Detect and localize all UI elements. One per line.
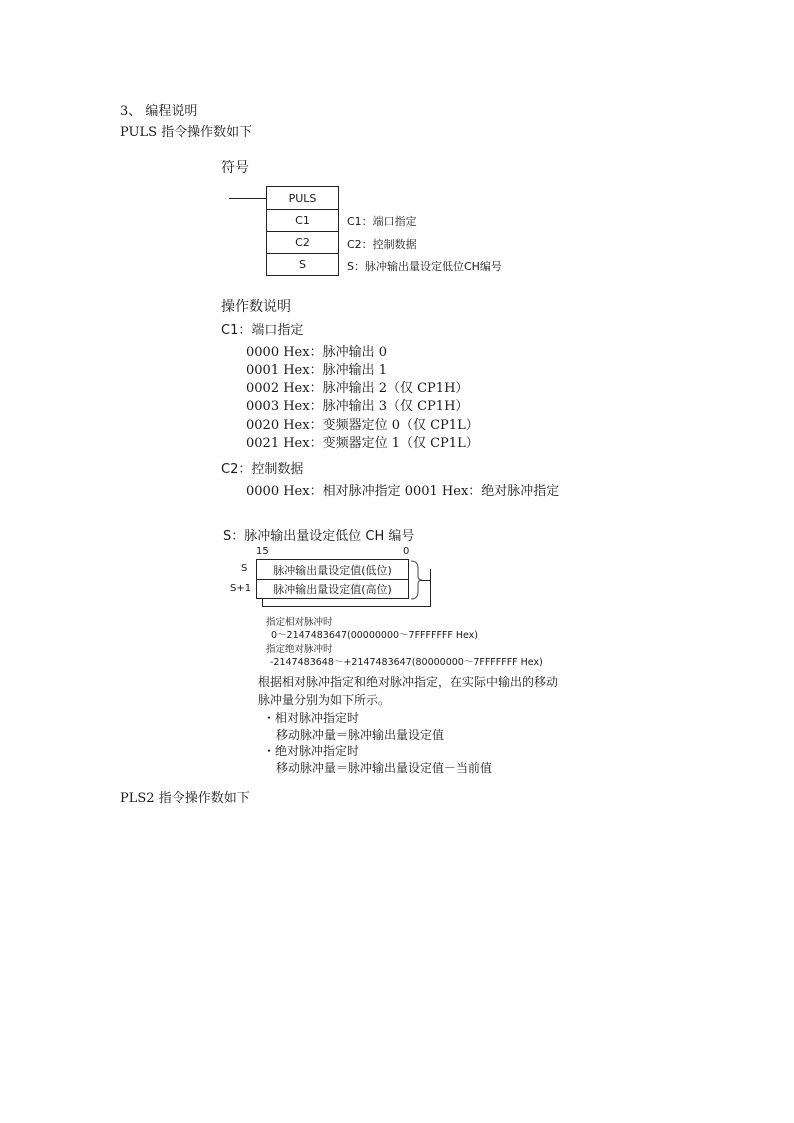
bullet-absolute: ・绝对脉冲指定时 <box>263 744 360 758</box>
bracket-left-tick <box>262 599 263 607</box>
c1-item: 0002 Hex：脉冲输出 2（仅 CP1H） <box>246 381 469 396</box>
c1-item: 0001 Hex：脉冲输出 1 <box>246 363 387 378</box>
s-heading: S：脉冲输出量设定低位 CH 编号 <box>223 529 415 544</box>
bit-low-label: 0 <box>403 546 410 557</box>
relative-title: 指定相对脉冲时 <box>266 617 333 628</box>
symbol-c2-desc: C2：控制数据 <box>347 238 417 251</box>
bracket-bottom <box>262 606 431 607</box>
puls-intro-text: PULS 指令操作数如下 <box>120 125 253 140</box>
bullet-absolute-detail: 移动脉冲量＝脉冲输出量设定值－当前值 <box>276 761 493 775</box>
word-s-cell: 脉冲输出量设定值(低位) <box>256 559 409 580</box>
brace-connector <box>421 580 431 581</box>
symbol-c1-cell: C1 <box>266 209 339 232</box>
c1-item: 0003 Hex：脉冲输出 3（仅 CP1H） <box>246 399 469 414</box>
operands-title: 操作数说明 <box>221 299 291 315</box>
c1-item: 0000 Hex：脉冲输出 0 <box>246 345 387 360</box>
bit-high-label: 15 <box>256 546 269 557</box>
c2-line: 0000 Hex：相对脉冲指定 0001 Hex：绝对脉冲指定 <box>246 484 560 499</box>
symbol-s-cell: S <box>266 253 339 276</box>
c2-heading: C2：控制数据 <box>221 462 304 477</box>
c1-item: 0020 Hex：变频器定位 0（仅 CP1L） <box>246 418 479 433</box>
section-heading: 3、 编程说明 <box>120 104 198 119</box>
word-s1-label: S+1 <box>230 583 252 594</box>
word-s-label: S <box>241 563 248 574</box>
input-line <box>229 198 267 199</box>
word-s1-cell: 脉冲输出量设定值(高位) <box>256 579 409 599</box>
explanation-line-1: 根据相对脉冲指定和绝对脉冲指定，在实际中输出的移动 <box>258 675 559 689</box>
absolute-range: -2147483648～+2147483647(80000000～7FFFFFFF Hex) <box>270 657 543 668</box>
symbol-s-desc: S：脉冲输出量设定低位CH编号 <box>347 260 502 273</box>
explanation-line-2: 脉冲量分别为如下所示。 <box>258 693 391 707</box>
bullet-relative: ・相对脉冲指定时 <box>263 711 360 725</box>
pls2-intro-text: PLS2 指令操作数如下 <box>120 791 250 806</box>
absolute-title: 指定绝对脉冲时 <box>266 644 333 655</box>
c1-item: 0021 Hex：变频器定位 1（仅 CP1L） <box>246 436 479 451</box>
symbol-c2-cell: C2 <box>266 231 339 254</box>
symbol-instruction-cell: PULS <box>266 186 339 210</box>
symbol-title: 符号 <box>221 160 249 176</box>
bullet-relative-detail: 移动脉冲量＝脉冲输出量设定值 <box>276 728 445 742</box>
c1-heading: C1：端口指定 <box>221 323 304 338</box>
symbol-c1-desc: C1：端口指定 <box>347 215 417 228</box>
relative-range: 0～2147483647(00000000～7FFFFFFF Hex) <box>271 630 479 641</box>
